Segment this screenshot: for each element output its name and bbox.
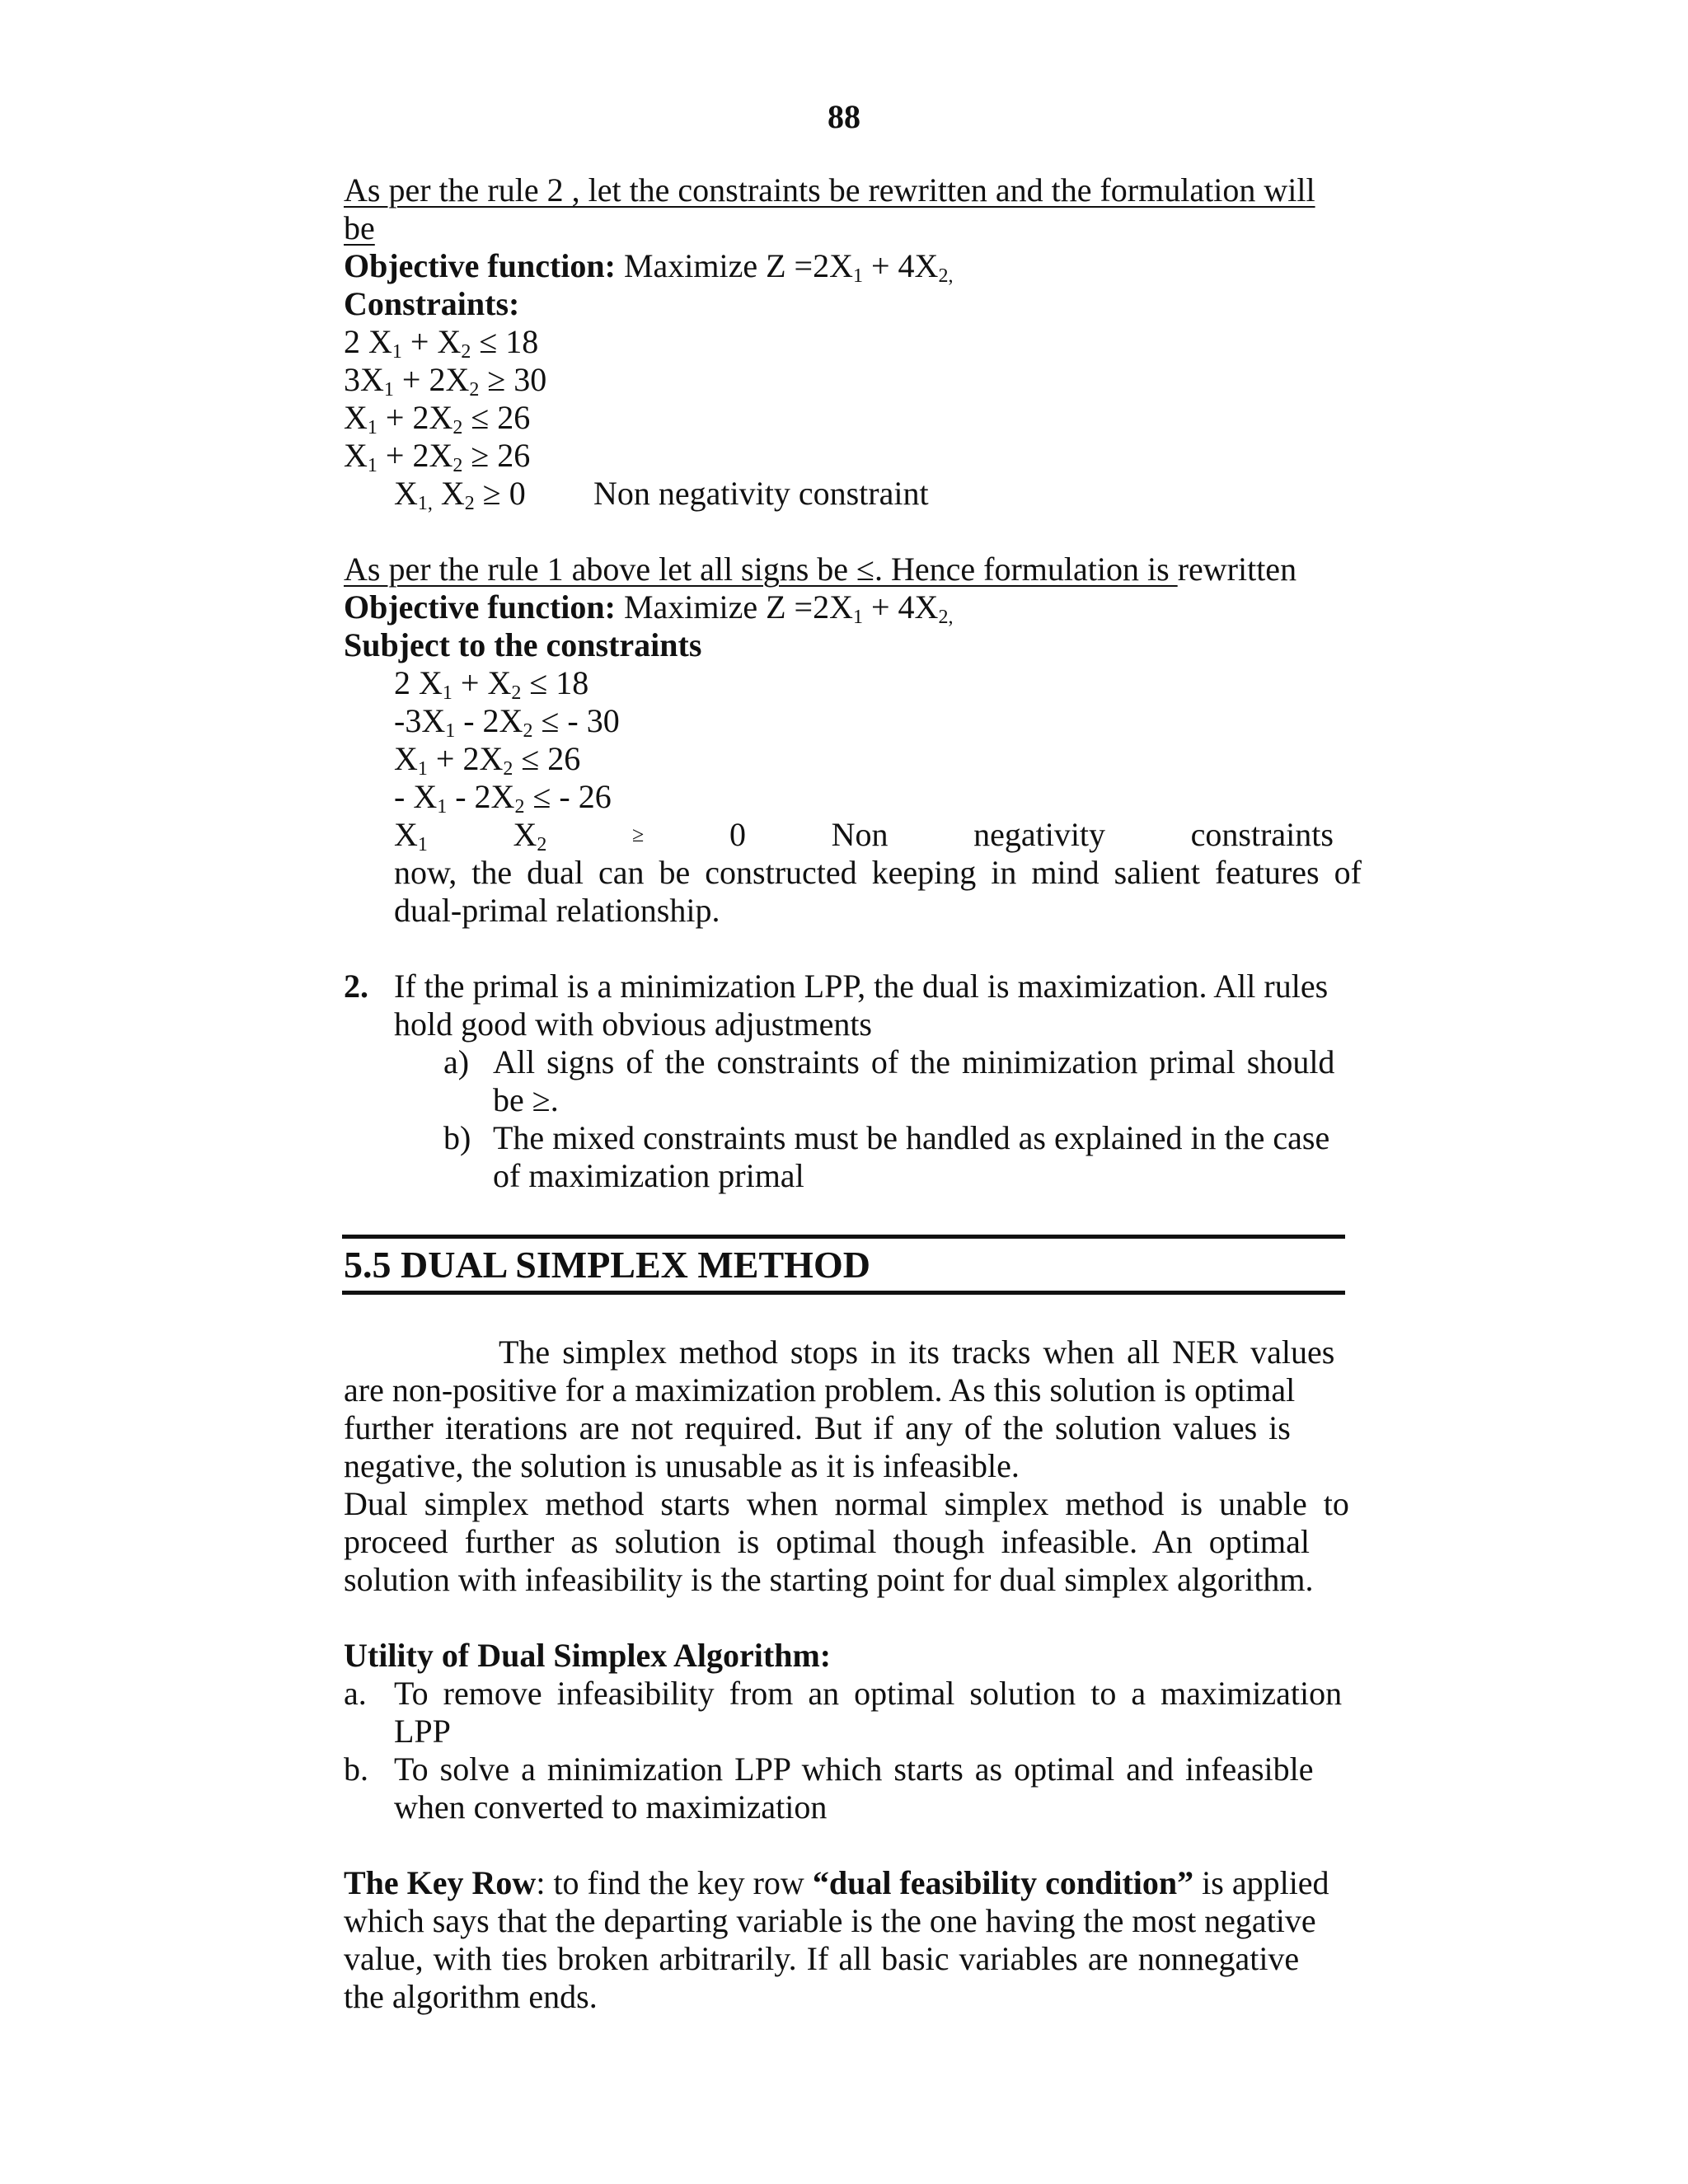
rule1-underlined: As per the rule 1 above let all signs be ≤. Hence formulation is xyxy=(344,551,1178,588)
nonnegativity-1: $X_{1,}$ $X_2 \ge 0$ xyxy=(394,475,526,514)
var-x1: $X_1$ xyxy=(394,816,428,855)
term: ≤ - 26 xyxy=(524,778,612,815)
term: + X xyxy=(452,664,512,701)
constraints-label: Constraints: xyxy=(344,285,520,322)
para1-line-2: are non-positive for a maximization problem. As this solution is optimal xyxy=(344,1371,1296,1408)
rewritten-constraint-3: $X_1 + 2X_2 \le 26$ xyxy=(394,740,581,780)
heading-rule-top xyxy=(342,1235,1345,1239)
keyrow-line-1 xyxy=(344,1864,1329,1902)
objective-prefix: Maximize Z =2X xyxy=(623,588,853,626)
term: X xyxy=(394,475,418,512)
subject-to-label: Subject to the constraints xyxy=(344,626,702,663)
keyrow-label: The Key Row xyxy=(344,1864,537,1901)
point-2b-line-1: The mixed constraints must be handled as explained in the case xyxy=(493,1119,1330,1156)
keyrow-line-4: the algorithm ends. xyxy=(344,1978,598,2015)
term: + 2X xyxy=(377,437,453,474)
point-2a-line-1: All signs of the constraints of the minimization primal should xyxy=(493,1043,1335,1080)
term: X xyxy=(344,437,368,474)
rewritten-constraint-1: 2 $X_1 + X_2 \le 18$ xyxy=(394,664,589,704)
term: X xyxy=(344,399,368,436)
point-2-line-1: If the primal is a minimization LPP, the dual is maximization. All rules xyxy=(394,968,1329,1005)
utility-b-label: b. xyxy=(344,1750,368,1788)
para1-line-3: further iterations are not required. But if any of the solution values is xyxy=(344,1409,1291,1446)
objective-label: Objective function: xyxy=(344,247,616,284)
nonnegativity-2 xyxy=(394,816,1334,854)
utility-b-line-2: when converted to maximization xyxy=(394,1788,828,1825)
term: + 2X xyxy=(377,399,453,436)
nonnegativity-1-label: Non negativity constraint xyxy=(593,475,929,512)
term: X xyxy=(394,740,418,777)
constraint-3: $X_1 + 2X_2 \le 26$ xyxy=(344,399,531,438)
term: ≤ 18 xyxy=(471,323,539,360)
keyrow-post: is applied xyxy=(1193,1864,1329,1901)
utility-a-line-2: LPP xyxy=(394,1713,451,1750)
keyrow-line-3: value, with ties broken arbitrarily. If all basic variables are nonnegative xyxy=(344,1940,1300,1977)
para1-line-4: negative, the solution is unusable as it is infeasible. xyxy=(344,1447,1020,1484)
utility-a-label: a. xyxy=(344,1675,367,1712)
objective-mid: + 4X xyxy=(863,247,939,284)
objective-prefix: Maximize Z =2X xyxy=(623,247,853,284)
intro-line-1: As per the rule 2 , let the constraints be rewritten and the formulation will xyxy=(344,171,1315,209)
point-2b-line-2: of maximization primal xyxy=(493,1157,804,1194)
term: + 2X xyxy=(427,740,504,777)
constraint-2: $3X_1 + 2X_2 \ge 30$ xyxy=(344,361,547,401)
para2-line-2: proceed further as solution is optimal though infeasible. An optimal xyxy=(344,1523,1311,1560)
point-2b-label: b) xyxy=(443,1119,471,1156)
point-2a-label: a) xyxy=(443,1043,470,1080)
term: 2 X xyxy=(344,323,392,360)
constraint-4: $X_1 + 2X_2 \ge 26$ xyxy=(344,437,531,476)
word-negativity: negativity xyxy=(973,816,1106,853)
term: X xyxy=(432,475,465,512)
point-2a-line-2: be ≥. xyxy=(493,1081,559,1118)
dual-line-1: now, the dual can be constructed keeping in mind salient features of xyxy=(394,854,1362,891)
section-heading: 5.5 DUAL SIMPLEX METHOD xyxy=(344,1244,870,1286)
keyrow-quote: “dual feasibility condition” xyxy=(812,1864,1194,1901)
utility-b-line-1: To solve a minimization LPP which starts as optimal and infeasible xyxy=(394,1750,1314,1788)
ge-sign: ≥ xyxy=(632,823,645,846)
keyrow-pre: : to find the key row xyxy=(536,1864,813,1901)
term: 2 X xyxy=(394,664,443,701)
rewritten-constraint-2: $-3X_1 - 2X_2$ ≤ - 30 xyxy=(394,702,620,742)
constraint-1: 2 $X_1 + X_2 \le 18$ xyxy=(344,323,539,363)
zero: 0 xyxy=(729,816,746,853)
term: ≤ 26 xyxy=(513,740,581,777)
term: -3X xyxy=(394,702,446,739)
term: + X xyxy=(401,323,462,360)
objective-function-2: Objective function: Maximize $Z =2X_1 + 4X_{2,}$ xyxy=(344,588,954,628)
term: ≤ 26 xyxy=(462,399,531,436)
word-constraints: constraints xyxy=(1190,816,1334,853)
term: - 2X xyxy=(455,702,523,739)
var-x2: $X_2$ xyxy=(513,816,547,855)
intro-line-2: be xyxy=(344,209,375,246)
point-2-number: 2. xyxy=(344,968,368,1005)
page-number: 88 xyxy=(828,98,860,135)
objective-label: Objective function: xyxy=(344,588,616,626)
para2-line-3: solution with infeasibility is the starting point for dual simplex algorithm. xyxy=(344,1561,1314,1598)
rule1-rest: rewritten xyxy=(1177,551,1297,588)
term: X xyxy=(394,816,418,853)
dual-line-2: dual-primal relationship. xyxy=(394,892,720,929)
term: ≤ - 30 xyxy=(532,702,620,739)
term: ≥ 26 xyxy=(462,437,531,474)
term: 3X xyxy=(344,361,384,398)
term: - 2X xyxy=(447,778,515,815)
rewritten-constraint-4: - $X_1 - 2X_2$ ≤ - 26 xyxy=(394,778,612,818)
utility-heading: Utility of Dual Simplex Algorithm: xyxy=(344,1637,832,1674)
term: + 2X xyxy=(393,361,470,398)
term: ≤ 18 xyxy=(521,664,589,701)
objective-function-1: Objective function: Maximize $Z =2X_1 + 4X_{2,}$ xyxy=(344,247,954,287)
objective-mid: + 4X xyxy=(863,588,939,626)
keyrow-line-2: which says that the departing variable is the one having the most negative xyxy=(344,1902,1316,1939)
heading-rule-bottom xyxy=(342,1291,1345,1295)
term: ≥ 0 xyxy=(474,475,526,512)
term: - X xyxy=(394,778,438,815)
para2-line-1: Dual simplex method starts when normal simplex method is unable to xyxy=(344,1485,1349,1522)
para1-line-1: The simplex method stops in its tracks when all NER values xyxy=(499,1333,1335,1371)
term: ≥ 30 xyxy=(479,361,547,398)
utility-a-line-1: To remove infeasibility from an optimal solution to a maximization xyxy=(394,1675,1343,1712)
point-2-line-2: hold good with obvious adjustments xyxy=(394,1005,872,1043)
term: X xyxy=(513,816,537,853)
rule1-line xyxy=(344,551,1296,588)
word-non: Non xyxy=(831,816,889,853)
